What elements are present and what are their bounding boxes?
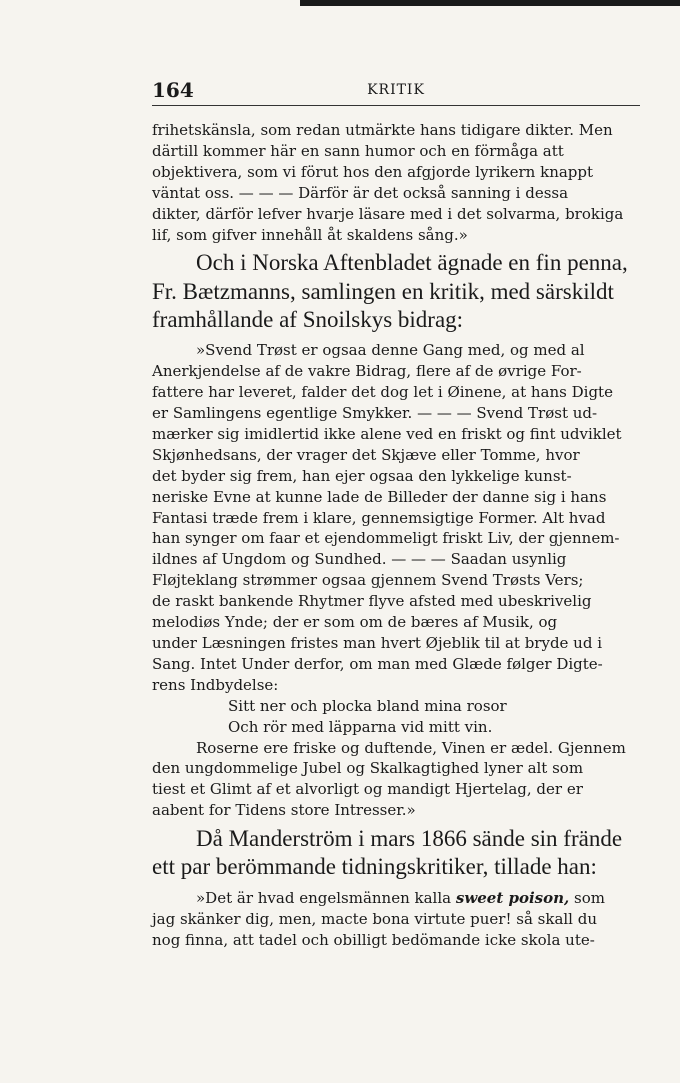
text-line: Anerkjendelse af de vakre Bidrag, flere af de øvrige For- [152, 362, 582, 381]
quote-manderstrom [152, 888, 640, 951]
text-line: dikter, därför lefver hvarje läsare med i det solvarma, brokiga [152, 204, 624, 223]
text-line: fattere har leveret, falder det dog let i Øinene, at hans Digte [152, 383, 613, 402]
text-line: jag skänker dig, men, macte bona virtute puer! så skall du [152, 909, 598, 928]
text-line: under Læsningen fristes man hvert Øjeblik til at bryde ud i [152, 634, 603, 653]
text-line: Sang. Intet Under derfor, om man med Glæde følger Digte- [152, 654, 603, 673]
emphasis-sweet-poison: sweet poison, [455, 888, 570, 907]
paragraph-aftenbladet [152, 249, 640, 334]
text-line: väntat oss. — — — Därför är det också sanning i dessa [152, 183, 569, 202]
text-line: ildnes af Ungdom og Sundhed. — — — Saadan usynlig [152, 550, 567, 569]
verse-line: Och rör med läpparna vid mitt vin. [228, 717, 493, 736]
text-line: frihetskänsla, som redan utmärkte hans tidigare dikter. Men [152, 121, 613, 139]
text-line: »Svend Trøst er ogsaa denne Gang med, og med al [196, 341, 585, 360]
text-line: objektivera, som vi förut hos den afgjorde lyrikern knappt [152, 162, 594, 181]
text-line: Fløjteklang strømmer ogsaa gjennem Svend Trøsts Vers; [152, 571, 584, 590]
quote-continuation [152, 120, 640, 245]
verse-line: Sitt ner och plocka bland mina rosor [228, 696, 507, 715]
text-line: därtill kommer här en sann humor och en förmåga att [152, 141, 564, 160]
text-line: Fantasi træde frem i klare, gennemsigtige Former. Alt hvad [152, 508, 606, 527]
text-line [152, 888, 640, 909]
header-rule [152, 105, 640, 106]
page-body [152, 120, 640, 950]
quote-roserne [152, 738, 640, 822]
text-line: Fr. Bætzmanns, samlingen en kritik, med särskildt [152, 278, 614, 304]
text-line: Och i Norska Aftenbladet ägnade en fin penna, [196, 250, 628, 276]
text-line: de raskt bankende Rhytmer flyve afsted med ubeskrivelig [152, 592, 592, 611]
text-line: Skjønhedsans, der vrager det Skjæve eller Tomme, hvor [152, 445, 580, 464]
text-line: neriske Evne at kunne lade de Billeder der danne sig i hans [152, 487, 607, 506]
text-line: Roserne ere friske og duftende, Vinen er ædel. Gjennem [196, 738, 626, 757]
text-line: aabent for Tidens store Intresser.» [152, 801, 416, 820]
text-line: han synger om faar et ejendommeligt friskt Liv, der gjennem- [152, 529, 620, 548]
paragraph-manderstrom [152, 825, 640, 882]
text-line: framhållande af Snoilskys bidrag: [152, 307, 464, 333]
text-span: som [574, 888, 605, 907]
text-line: nog finna, att tadel och obilligt bedömande icke skola ute- [152, 930, 595, 949]
page-number: 164 [152, 78, 194, 102]
text-line: rens Indbydelse: [152, 675, 279, 694]
text-line: mærker sig imidlertid ikke alene ved en friskt og fint udviklet [152, 424, 622, 443]
text-span: »Det är hvad engelsmännen kalla [196, 888, 452, 907]
top-edge-rule [300, 0, 680, 6]
text-line: det byder sig frem, han ejer ogsaa den lykkelige kunst- [152, 466, 572, 485]
text-line: melodiøs Ynde; der er som om de bæres af Musik, og [152, 613, 558, 632]
running-title: KRITIK [367, 82, 425, 98]
page-header [152, 78, 640, 100]
quote-baetzmann [152, 340, 640, 695]
verse-quote [152, 696, 640, 738]
text-line: ett par berömmande tidningskritiker, tillade han: [152, 854, 597, 880]
text-line: lif, som gifver innehåll åt skaldens sång.» [152, 225, 468, 244]
text-line: er Samlingens egentlige Smykker. — — — Svend Trøst ud- [152, 404, 598, 423]
text-line: den ungdommelige Jubel og Skalkagtighed lyner alt som [152, 759, 584, 778]
text-line: tiest et Glimt af et alvorligt og mandigt Hjertelag, der er [152, 780, 583, 799]
text-line: Då Manderström i mars 1866 sände sin frände [196, 826, 623, 852]
